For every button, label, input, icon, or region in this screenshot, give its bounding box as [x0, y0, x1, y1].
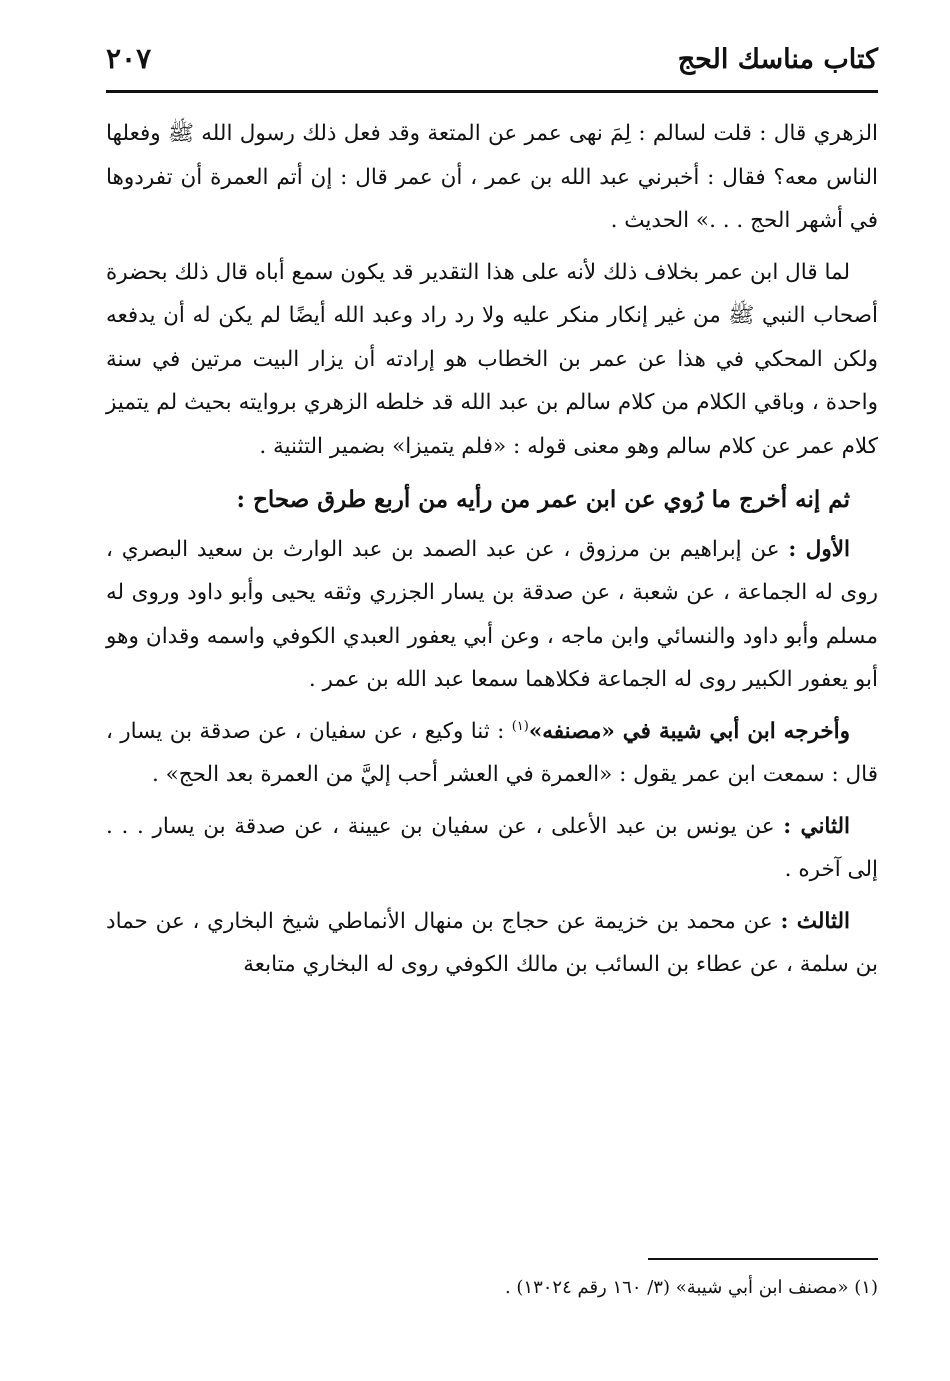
third-route-text: عن محمد بن خزيمة عن حجاج بن منهال الأنماطي شيخ البخاري ، عن حماد بن سلمة ، عن عطاء بن السائب بن مالك الكوفي روى له البخاري متابعة: [106, 908, 878, 977]
third-route-label: الثالث :: [780, 908, 850, 934]
paragraph-1: الزهري قال : قلت لسالم : لِمَ نهى عمر عن المتعة وقد فعل ذلك رسول الله ﷺ وفعلها الناس معه؟ فقال : أخبرني عبد الله بن عمر ، أن عمر قال : إن أتم العمرة أن تفردوها في أشهر الحج . . .» الحديث .: [106, 121, 878, 233]
footnote-reference[interactable]: (١): [511, 718, 529, 734]
first-route-label: الأول :: [788, 536, 850, 562]
running-title: كتاب مناسك الحج: [677, 44, 878, 75]
main-text: [106, 112, 878, 995]
second-route-label: الثاني :: [783, 813, 850, 839]
second-route-text: عن يونس بن عبد الأعلى ، عن سفيان بن عيينة ، عن صدقة بن يسار . . . إلى آخره .: [106, 813, 878, 882]
page-number: ٢٠٧: [106, 42, 152, 75]
first-route-text: عن إبراهيم بن مرزوق ، عن عبد الصمد بن عبد الوارث بن سعيد البصري ، روى له الجماعة ، عن شعبة ، عن صدقة بن يسار الجزري وثقه يحيى وأبو داود وروى له مسلم وأبو داود والنسائي وابن ماجه ، وعن أبي يعفور العبدي الكوفي واسمه وقدان وهو أبو يعفور الكبير روى له الجماعة فكلاهما سمعا عبد الله بن عمر .: [106, 536, 878, 692]
paragraph-second-route: [106, 805, 878, 892]
footnote: (١) «مصنف ابن أبي شيبة» (٣/ ١٦٠ رقم ١٣٠٢٤) .: [504, 1277, 878, 1298]
paragraph-first-route: [106, 528, 878, 702]
paragraph-2: لما قال ابن عمر بخلاف ذلك لأنه على هذا التقدير قد يكون سمع أباه قال ذلك بحضرة أصحاب النبي ﷺ من غير إنكار منكر عليه ولا رد راد وعبد الله أيضًا لم يكن له أن يدفعه ولكن المحكي في هذا عن عمر بن الخطاب هو إرادته أن يزار البيت مرتين في سنة واحدة ، وباقي الكلام من كلام سالم بن عبد الله قد خلطه الزهري بروايته بحيث لم يتميز كلام عمر عن كلام سالم وهو معنى قوله : «فلم يتميزا» بضمير التثنية .: [106, 259, 878, 459]
ibn-abi-shayba-text: : ثنا وكيع ، عن سفيان ، عن صدقة بن يسار ، قال : سمعت ابن عمر يقول : «العمرة في العشر أحب إليَّ من العمرة بعد الحج» .: [106, 718, 878, 787]
page-header: [106, 36, 878, 93]
ibn-abi-shayba-label: وأخرجه ابن أبي شيبة في «مصنفه»: [528, 718, 850, 744]
paragraph-third-route: [106, 900, 878, 987]
section-heading: ثم إنه أخرج ما رُوي عن ابن عمر من رأيه من أربع طرق صحاح :: [236, 486, 850, 513]
paragraph-ibn-abi-shayba: [106, 710, 878, 797]
footnote-divider: [648, 1258, 878, 1260]
